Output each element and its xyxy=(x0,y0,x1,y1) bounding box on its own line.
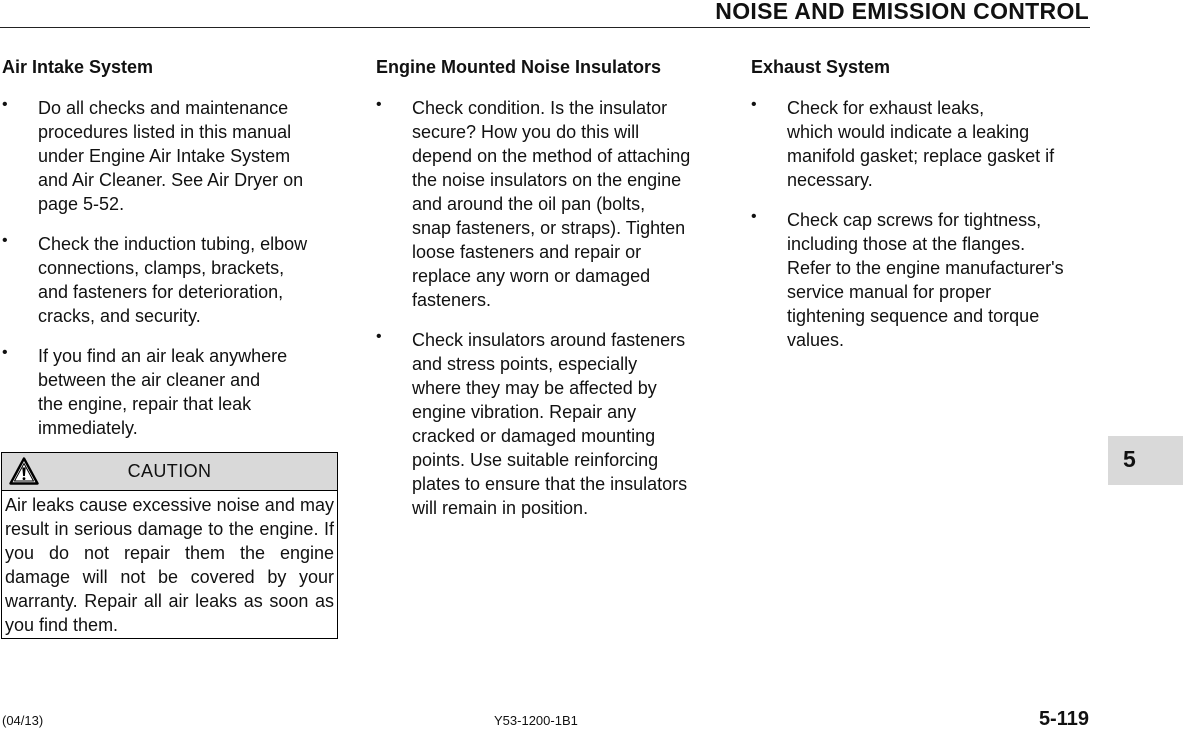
bullet-icon: • xyxy=(2,344,8,361)
bullet-icon: • xyxy=(751,208,757,225)
section-heading-air-intake: Air Intake System xyxy=(2,57,154,77)
list-item xyxy=(751,96,1096,192)
section-heading-exhaust-system: Exhaust System xyxy=(751,57,891,77)
header-rule xyxy=(0,27,1090,28)
list-item-text: If you find an air leak anywhere between the air cleaner and the engine, repair that leak immediately. xyxy=(38,346,288,438)
list-item-text: Check the induction tubing, elbow connections, clamps, brackets, and fasteners for deterioration, cracks, and security. xyxy=(38,234,308,326)
caution-label: CAUTION xyxy=(127,461,212,481)
list-item-text: Check insulators around fasteners and stress points, especially where they may be affected by engine vibration. Repair any cracked or damaged mounting points. Use suitable reinforcing plates to ensure that the insulators will remain in position. xyxy=(412,330,688,518)
list-item-text: Do all checks and maintenance procedures listed in this manual under Engine Air Intake System and Air Cleaner. See Air Dryer on page 5-52. xyxy=(38,98,304,214)
list-item xyxy=(2,96,340,216)
footer-doc-number: Y53-1200-1B1 xyxy=(494,713,578,728)
bullet-icon: • xyxy=(2,232,8,249)
bullet-icon: • xyxy=(751,96,757,113)
list-item xyxy=(376,96,721,312)
caution-text: Air leaks cause excessive noise and may result in serious damage to the engine. If you do not repair them the engine damage will not be covered by your warranty. Repair all air leaks as soon as you find them. xyxy=(5,495,334,635)
list-item-text: Check condition. Is the insulator secure? How you do this will depend on the method of attaching the noise insulators on the engine and around the oil pan (bolts, snap fasteners, or straps). Tighten loose fasteners and repair or replace any worn or damaged fasteners. xyxy=(412,98,691,310)
bullet-list-air-intake xyxy=(2,96,340,440)
bullet-list-exhaust-system xyxy=(751,96,1096,352)
bullet-icon: • xyxy=(376,328,382,345)
section-tab xyxy=(1108,436,1183,485)
bullet-icon: • xyxy=(376,96,382,113)
list-item xyxy=(751,208,1096,352)
caution-box xyxy=(1,452,338,639)
list-item-text: Check cap screws for tightness, including those at the flanges. Refer to the engine manufacturer's service manual for proper tightening sequence and torque values. xyxy=(787,210,1064,350)
footer-page-number: 5-119 xyxy=(1038,708,1089,730)
list-item xyxy=(376,328,721,520)
bullet-icon: • xyxy=(2,96,8,113)
column-air-intake xyxy=(2,55,340,456)
footer-date: (04/13) xyxy=(2,713,44,728)
column-exhaust-system xyxy=(751,55,1096,368)
section-tab-number: 5 xyxy=(1123,446,1136,472)
list-item xyxy=(2,344,340,440)
list-item-text: Check for exhaust leaks, which would indicate a leaking manifold gasket; replace gasket if necessary. xyxy=(787,98,1055,190)
list-item xyxy=(2,232,340,328)
page-title: NOISE AND EMISSION CONTROL xyxy=(715,0,1089,24)
bullet-list-noise-insulators xyxy=(376,96,721,520)
column-noise-insulators xyxy=(376,55,721,536)
caution-header xyxy=(2,453,337,491)
section-heading-noise-insulators: Engine Mounted Noise Insulators xyxy=(376,57,662,77)
